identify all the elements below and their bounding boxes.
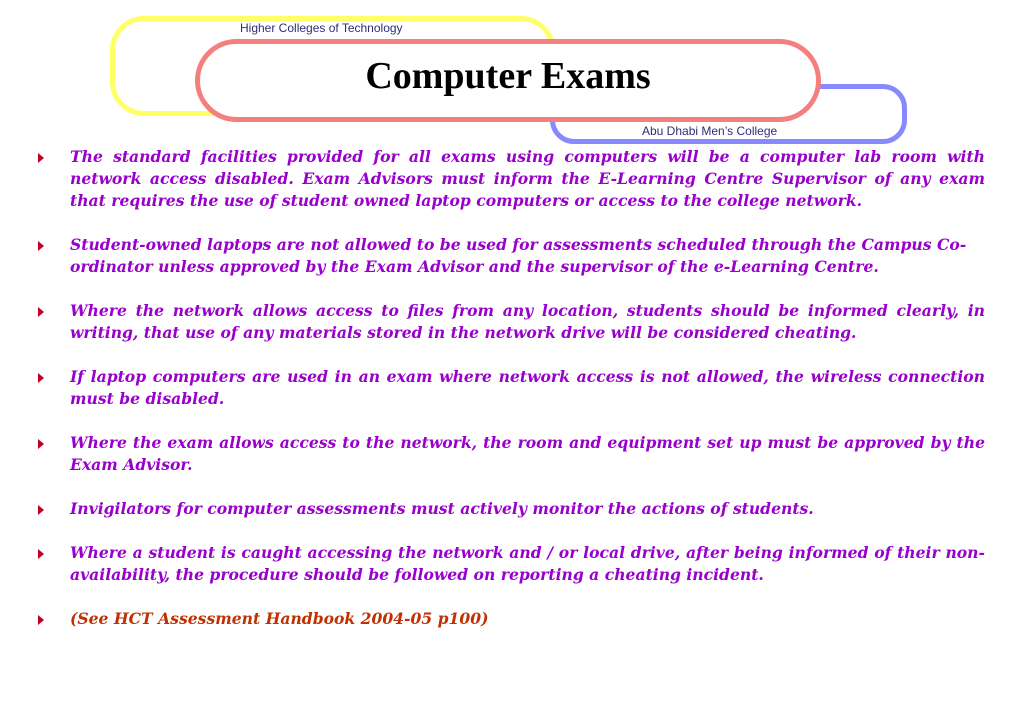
list-item <box>38 234 985 278</box>
arrow-bullet-icon <box>38 439 44 449</box>
list-item-text: Student-owned laptops are not allowed to be used for assessments scheduled through the Campus Co-ordinator unless approved by the Exam Advisor and the supervisor of the e-Learning Centre. <box>70 235 967 276</box>
list-item <box>38 498 985 520</box>
list-item-text: The standard facilities provided for all exams using computers will be a computer lab room with network access disabled. Exam Advisors must inform the E-Learning Centre Supervisor of any exam that requires the use of student owned laptop computers or access to the college network. <box>70 147 985 210</box>
arrow-bullet-icon <box>38 153 44 163</box>
list-item-text: Where a student is caught accessing the network and / or local drive, after being informed of their non-availability, the procedure should be followed on reporting a cheating incident. <box>70 543 985 584</box>
list-item-text: If laptop computers are used in an exam where network access is not allowed, the wireless connection must be disabled. <box>70 367 985 408</box>
arrow-bullet-icon <box>38 307 44 317</box>
list-item <box>38 366 985 410</box>
bullet-list <box>38 146 985 652</box>
arrow-bullet-icon <box>38 549 44 559</box>
list-item-text: Invigilators for computer assessments must actively monitor the actions of students. <box>70 499 814 518</box>
list-item <box>38 432 985 476</box>
arrow-bullet-icon <box>38 241 44 251</box>
list-item <box>38 146 985 212</box>
page-title: Computer Exams <box>365 55 651 97</box>
arrow-bullet-icon <box>38 373 44 383</box>
list-item-text: Where the network allows access to files from any location, students should be informed clearly, in writing, that use of any materials stored in the network drive will be considered cheating. <box>70 301 985 342</box>
arrow-bullet-icon <box>38 505 44 515</box>
college-name: Abu Dhabi Men’s College <box>642 124 778 138</box>
institution-name: Higher Colleges of Technology <box>240 21 403 35</box>
list-item <box>38 300 985 344</box>
reference-item <box>38 608 985 630</box>
list-item <box>38 542 985 586</box>
list-item-text: Where the exam allows access to the network, the room and equipment set up must be approved by the Exam Advisor. <box>70 433 985 474</box>
arrow-bullet-icon <box>38 615 44 625</box>
reference-text: (See HCT Assessment Handbook 2004-05 p100) <box>70 609 489 628</box>
